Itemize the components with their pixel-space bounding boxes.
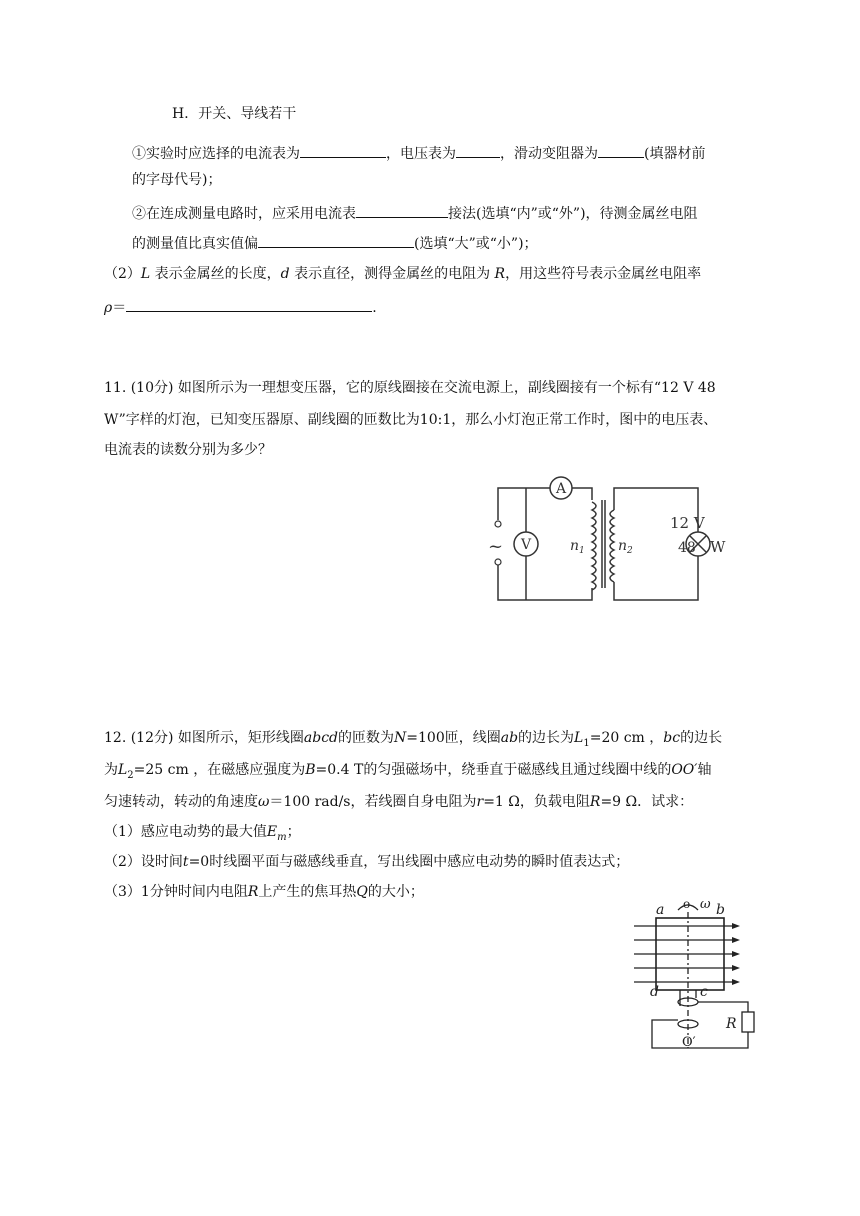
voltmeter-answer-blank[interactable]: [456, 142, 500, 158]
connection-method-blank[interactable]: [356, 202, 448, 218]
q12-line1: 12. (12分) 如图所示，矩形线圈abcd的匝数为N=100匝，线圈ab的边长为$L_1=20$ cm ，bc的边长: [104, 730, 723, 749]
item-h: H．开关、导线若干: [172, 106, 297, 122]
omega-label: ω: [700, 897, 711, 912]
resistor-r-label: R: [726, 1016, 737, 1032]
resistor-icon: [742, 1012, 754, 1032]
error-direction-blank[interactable]: [258, 232, 414, 248]
q11-line2: W”字样的灯泡，已知变压器原、副线圈的匝数比为10:1，那么小灯泡正常工作时，图中的电压表、: [104, 412, 718, 428]
corner-a-label: a: [656, 902, 665, 918]
q10-sub1-line1: ①实验时应选择的电流表为 ，电压表为 ，滑动变阻器为 (填器材前: [132, 142, 705, 164]
lamp-power-value: 48: [678, 540, 696, 556]
rotating-coil-diagram: [620, 898, 760, 1058]
lamp-power-unit: W: [710, 538, 726, 556]
q12-sub1: （1）感应电动势的最大值$E_m$；: [104, 824, 301, 843]
q11-line1: 11. (10分) 如图所示为一理想变压器，它的原线圈接在交流电源上，副线圈接有一个标有“12 V 48: [104, 380, 716, 396]
axis-bottom-o-prime-label: O′: [682, 1035, 696, 1050]
primary-turns-label: $n_1$: [570, 538, 585, 556]
q10-part2-line1: （2）L 表示金属丝的长度，d 表示直径，测得金属丝的电阻为 R，用这些符号表示金属丝电阻率: [104, 266, 702, 282]
q10-sub1-line2: 的字母代号)；: [132, 172, 222, 188]
ac-source-symbol: ~: [488, 536, 504, 557]
secondary-turns-label: $n_2$: [618, 538, 633, 556]
q10-sub2-line2: 的测量值比真实值偏 (选填“大”或“小”)；: [132, 232, 538, 254]
ammeter-answer-blank[interactable]: [300, 142, 386, 158]
q10-part2-line2: ρ＝ .: [104, 296, 377, 318]
corner-b-label: b: [716, 902, 725, 918]
source-terminal-top: [495, 521, 501, 527]
q12-line2: 为$L_2=25$ cm ，在磁感应强度为B=0.4 T的匀强磁场中，绕垂直于磁感线且通过线圈中线的OO′轴: [104, 762, 712, 781]
resistivity-formula-blank[interactable]: [126, 296, 372, 312]
ammeter-label: A: [556, 481, 567, 497]
q10-sub2-line1: ②在连成测量电路时，应采用电流表 接法(选填“内”或“外”)，待测金属丝电阻: [132, 202, 698, 224]
q12-sub2: （2）设时间t=0时线圈平面与磁感线垂直，写出线圈中感应电动势的瞬时值表达式；: [104, 854, 630, 870]
q11-line3: 电流表的读数分别为多少？: [104, 442, 272, 458]
voltmeter-label: V: [521, 537, 532, 553]
lamp-voltage-label: 12 V: [670, 514, 705, 532]
q12-sub3: （3）1分钟时间内电阻R上产生的焦耳热Q的大小；: [104, 884, 424, 900]
rheostat-answer-blank[interactable]: [598, 142, 644, 158]
axis-top-o-label: o: [683, 897, 691, 911]
source-terminal-bottom: [495, 559, 501, 565]
corner-d-label: d: [650, 984, 659, 1000]
transformer-circuit-diagram: [480, 470, 750, 610]
q12-line3: 匀速转动，转动的角速度ω＝100 rad/s，若线圈自身电阻为r=1 Ω，负载电阻R=9 Ω．试求：: [104, 794, 694, 810]
corner-c-label: c: [700, 984, 708, 1000]
